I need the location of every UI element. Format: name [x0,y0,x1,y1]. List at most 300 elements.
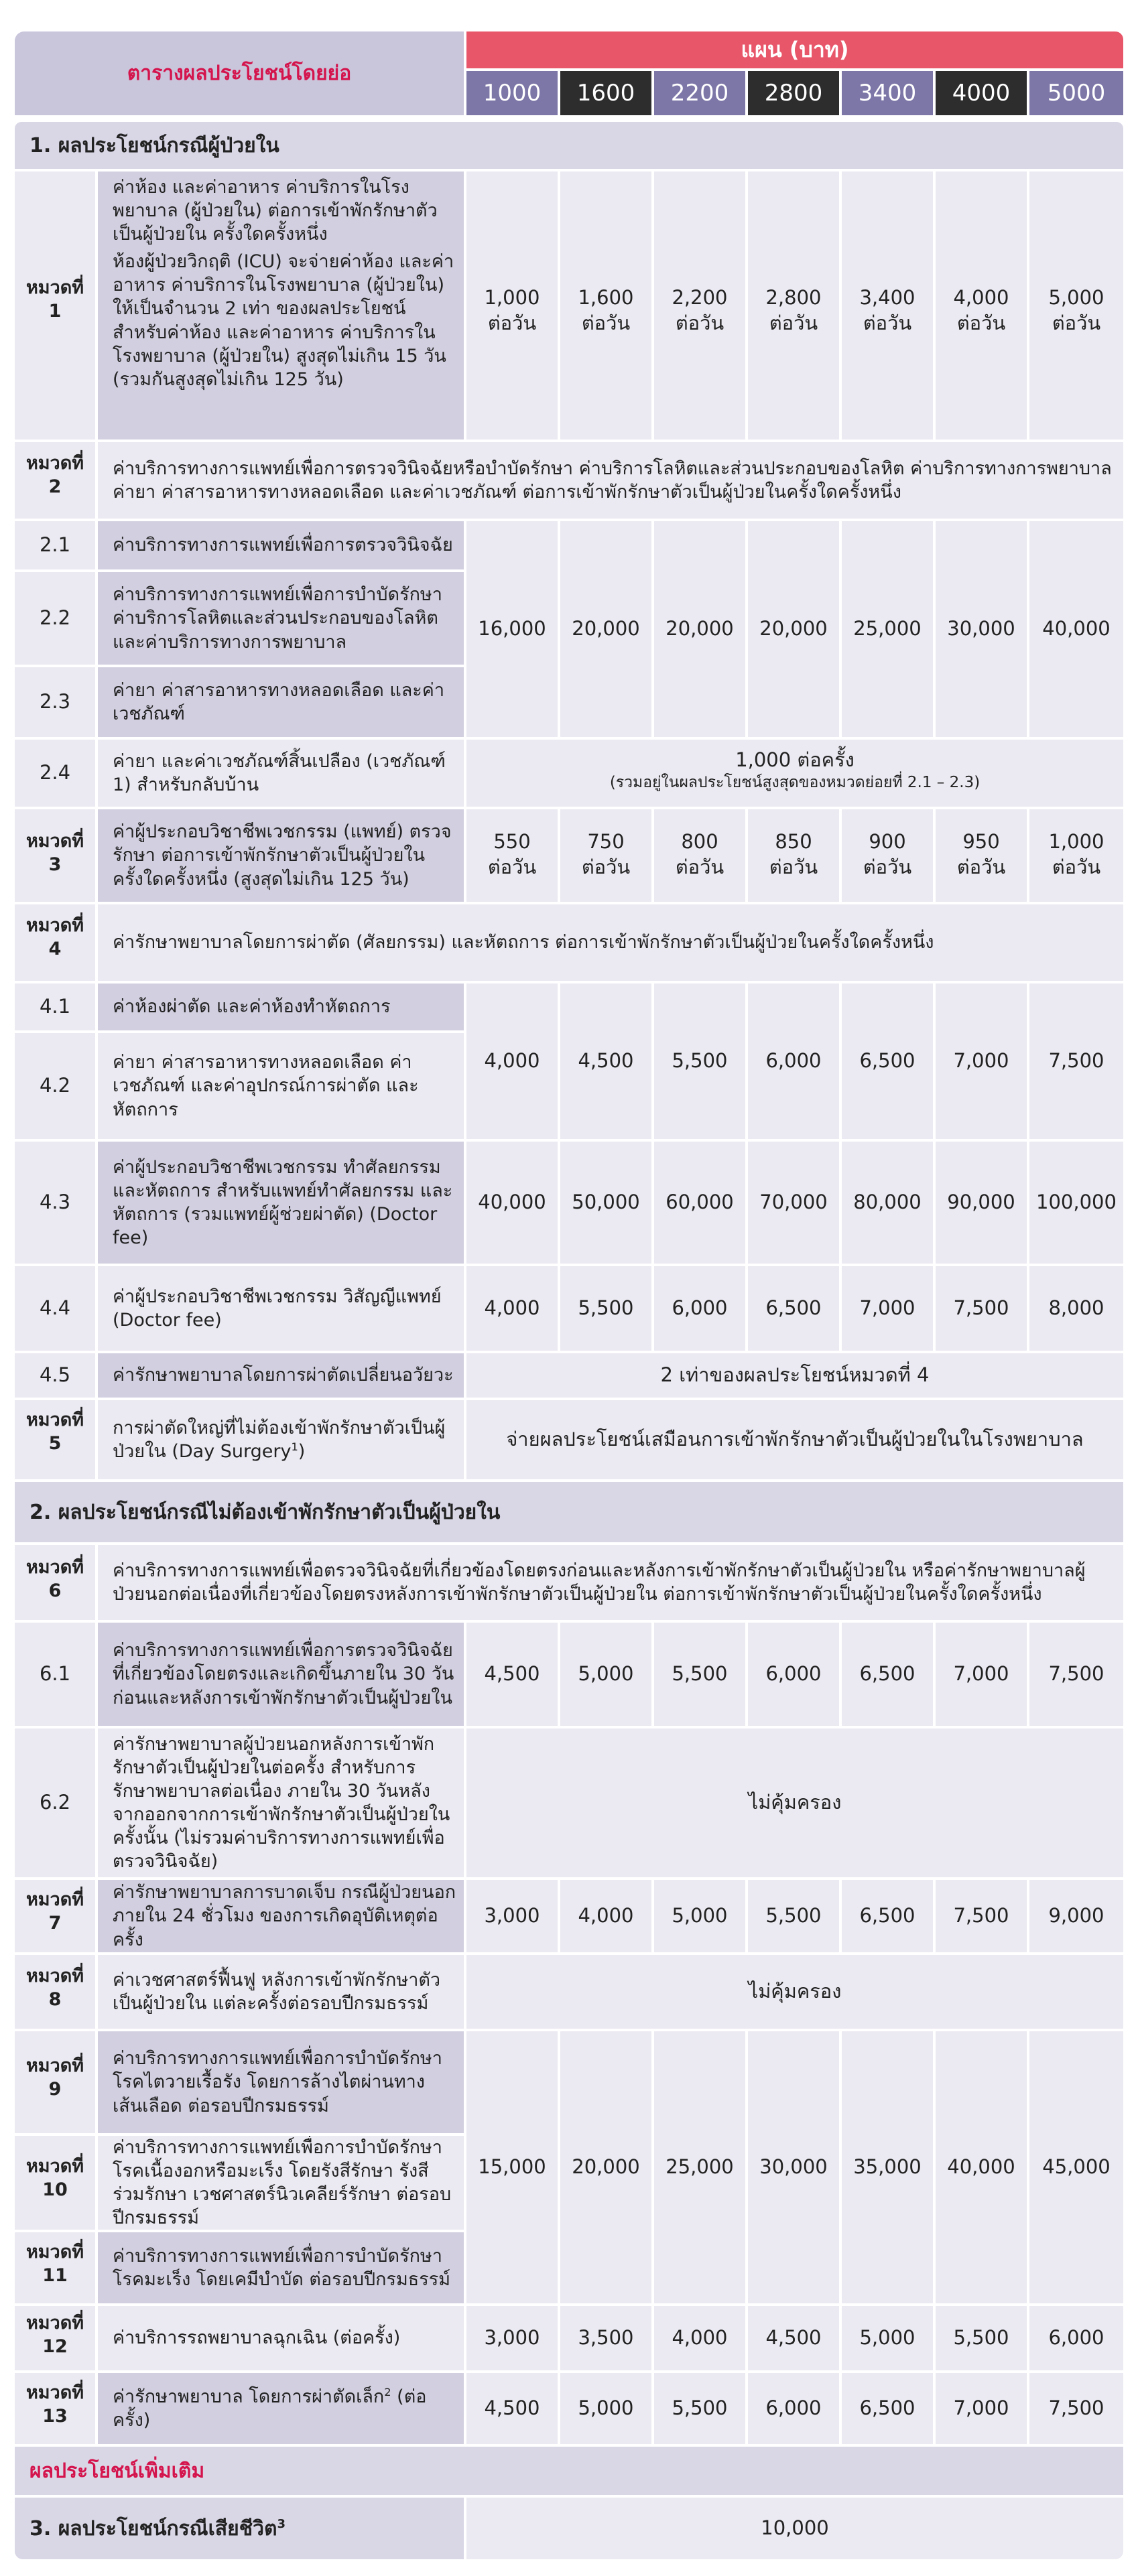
value-cell [748,1142,839,1264]
subcategory-code [15,1728,95,1877]
value-text: ไม่คุ้มครอง [748,1980,842,2003]
plan-header-5000 [1029,71,1123,115]
value-text: 7,000 [953,1049,1009,1073]
merged-value-cell [466,1728,1123,1877]
value-text: 10,000 [761,2516,829,2540]
value-text: 4,000 [953,286,1009,309]
value-cell [560,984,651,1139]
description-text [113,1416,457,1463]
value-text: 2 เท่าของผลประโยชน์หมวดที่ 4 [660,1363,930,1387]
description-text: ค่าบริการทางการแพทย์เพื่อการบำบัดรักษาโรคมะเร็ง โดยเคมีบำบัด ต่อรอบปีกรมธรรม์ [113,2245,451,2290]
plan-label [466,31,1123,68]
description-main: ค่ารักษาพยาบาล โดยการผ่าตัดเล็ก [113,2386,385,2407]
value-text: 3,400 [859,286,915,309]
value-text: 800 [681,830,718,853]
plan-label-text: แผน (บาท) [741,36,849,62]
description-text: ค่าบริการทางการแพทย์เพื่อการตรวจวินิจฉัยหรือบำบัดรักษา ค่าบริการโลหิตและส่วนประกอบของโลหิต ค่าบริการทางการพยาบาล ค่ายา ค่าสารอาหารทางหลอดเลือด และค่าเวชภัณฑ์ ต่อการเข้าพักรักษาตัวเป็นผู้ป่วยในครั้งใดครั้งหนึ่ง [113,458,1112,502]
value-cell [466,1623,558,1726]
value-cell [936,2373,1027,2444]
merged-value-cell [466,1353,1123,1398]
category-label: หมวดที่ [25,1966,84,1986]
value-text: 8,000 [1048,1296,1104,1320]
value-text: 550 [493,830,531,853]
category-code [15,809,95,902]
value-cell [842,1623,933,1726]
value-cell [654,984,745,1139]
section-3-header [15,2498,464,2559]
value-cell [560,809,651,902]
value-text: 5,000 [672,1904,728,1927]
plan-header-4000 [936,71,1027,115]
value-text: 6,000 [672,1296,728,1320]
subcategory-code-text: 2.4 [39,761,71,785]
category-number: 8 [48,1989,62,2011]
category-description [98,2136,464,2230]
category-description [98,2031,464,2133]
merged-value-cell [466,1400,1123,1479]
value-cell [1029,1142,1123,1264]
value-text: 35,000 [853,2155,922,2179]
subcategory-code [15,521,95,569]
value-cell [748,2373,839,2444]
category-number: 13 [42,2406,68,2427]
description-text: ค่าห้องผ่าตัด และค่าห้องทำหัตถการ [113,996,391,1018]
value-cell [1029,1623,1123,1726]
subcategory-code-text: 2.1 [39,533,71,557]
value-text: 6,000 [765,1049,822,1073]
value-cell [936,984,1027,1139]
subcategory-description [98,1142,464,1264]
unit-text: ต่อวัน [675,311,724,334]
description-text: ค่าบริการทางการแพทย์เพื่อการตรวจวินิจฉัย [113,535,453,556]
value-text: 5,500 [578,1296,634,1320]
subcategory-code-text: 2.2 [39,606,71,630]
value-cell [936,1880,1027,1952]
subcategory-code-text: 4.5 [39,1363,71,1387]
subcategory-description [98,1266,464,1351]
plan-header-text: 2200 [670,79,729,107]
value-cell [842,1142,933,1264]
value-text: 4,500 [578,1049,634,1073]
value-cell [936,521,1027,737]
value-text: 5,500 [672,1049,728,1073]
unit-text: ต่อวัน [956,311,1006,334]
value-cell [560,2306,651,2370]
value-text: 40,000 [947,2155,1015,2179]
subcategory-description [98,667,464,737]
description-text: ค่าห้อง และค่าอาหาร ค่าบริการในโรงพยาบาล (ผู้ป่วยใน) ต่อการเข้าพักรักษาตัวเป็นผู้ป่วยใน ครั้งใดครั้งหนึ่ง [113,177,438,245]
value-text: 4,500 [765,2326,822,2350]
value-text: 3,500 [578,2326,634,2350]
value-cell [654,2373,745,2444]
subcategory-code [15,1033,95,1139]
plan-header-text: 1000 [483,79,542,107]
value-text: 950 [962,830,1000,853]
value-cell [466,1266,558,1351]
category-description [98,2232,464,2303]
value-cell [654,2306,745,2370]
value-cell [560,2373,651,2444]
unit-text: ต่อวัน [581,311,631,334]
value-cell [1029,2373,1123,2444]
value-text: 7,000 [859,1296,915,1320]
description-text: ค่าบริการรถพยาบาลฉุกเฉิน (ต่อครั้ง) [113,2327,401,2349]
plan-header-1600 [560,71,651,115]
value-cell [842,2306,933,2370]
value-cell [936,1623,1027,1726]
description-text: ค่าผู้ประกอบวิชาชีพเวชกรรม (แพทย์) ตรวจรักษา ต่อการเข้าพักรักษาตัวเป็นผู้ป่วยใน ครั้งใดครั้งหนึ่ง (สูงสุดไม่เกิน 125 วัน) [113,821,452,890]
value-cell [654,172,745,439]
value-text: 5,000 [578,1662,634,1686]
plan-header-2200 [654,71,745,115]
value-text: 7,500 [953,1296,1009,1320]
value-cell [466,1142,558,1264]
subcategory-code [15,1353,95,1398]
value-text: 5,000 [578,2396,634,2420]
unit-text: ต่อวัน [863,311,912,334]
value-cell [748,1266,839,1351]
value-text: 40,000 [1042,617,1111,640]
value-cell [842,809,933,902]
description-text [113,2385,457,2432]
description-text: ค่ายา ค่าสารอาหารทางหลอดเลือด และค่าเวชภัณฑ์ [113,679,445,724]
value-text: 100,000 [1036,1191,1117,1214]
category-number: 7 [48,1913,62,1934]
death-benefit-value [466,2498,1123,2559]
category-code [15,1400,95,1479]
section-title: 1. ผลประโยชน์กรณีผู้ป่วยใน [29,133,279,157]
value-cell [842,172,933,439]
category-description [98,809,464,902]
value-text: 45,000 [1042,2155,1111,2179]
value-text: 5,500 [672,1662,728,1686]
value-cell [842,1266,933,1351]
table-title [15,31,464,115]
value-text: 40,000 [478,1191,546,1214]
category-description [98,2373,464,2444]
extra-benefits-header [15,2447,1123,2495]
value-text: 80,000 [853,1191,922,1214]
value-cell [748,521,839,737]
category-label: หมวดที่ [25,831,84,852]
description-text: ค่าบริการทางการแพทย์เพื่อการบำบัดรักษา ค่าบริการโลหิตและส่วนประกอบของโลหิต และค่าบริการทางการพยาบาล [113,584,442,653]
subcategory-description [98,740,464,807]
category-label: หมวดที่ [25,1410,84,1430]
value-cell [466,172,558,439]
value-cell [1029,984,1123,1139]
description-text: ค่ารักษาพยาบาลโดยการผ่าตัดเปลี่ยนอวัยวะ [113,1365,454,1386]
value-cell [748,809,839,902]
value-cell [654,2031,745,2303]
description-text: ค่าบริการทางการแพทย์เพื่อการตรวจวินิจฉัยที่เกี่ยวข้องโดยตรงและเกิดขึ้นภายใน 30 วันก่อนและหลังการเข้าพักรักษาตัวเป็นผู้ป่วยใน [113,1640,454,1708]
value-text: 4,000 [484,1296,540,1320]
value-text: 6,500 [859,1904,915,1927]
value-cell [748,1880,839,1952]
value-cell [936,809,1027,902]
category-number: 12 [42,2336,68,2358]
subcategory-description [98,572,464,665]
description-end: ) [298,1441,306,1462]
value-text: 900 [869,830,906,853]
category-label: หมวดที่ [25,277,84,298]
value-cell [842,1880,933,1952]
value-cell [936,2306,1027,2370]
description-text: ค่ายา ค่าสารอาหารทางหลอดเลือด ค่าเวชภัณฑ์ และค่าอุปกรณ์การผ่าตัด และหัตถการ [113,1052,419,1120]
category-description [98,2306,464,2370]
description-text: ค่าบริการทางการแพทย์เพื่อการบำบัดรักษาโรคเนื้องอกหรือมะเร็ง โดยรังสีรักษา รังสีร่วมรักษา เวชศาสตร์นิวเคลียร์รักษา ต่อรอบปีกรมธรรม์ [113,2137,452,2229]
subcategory-description [98,1623,464,1726]
value-text: 5,000 [859,2326,915,2350]
plan-header-text: 3400 [858,79,917,107]
subcategory-code-text: 6.1 [39,1662,71,1686]
value-text: 5,000 [1048,286,1104,309]
subcategory-code-text: 4.2 [39,1074,71,1097]
value-text: 7,500 [953,1904,1009,1927]
subcategory-description [98,984,464,1030]
value-text: 7,500 [1048,1049,1104,1073]
value-cell [466,2373,558,2444]
value-cell [560,1266,651,1351]
unit-text: ต่อวัน [863,855,912,878]
footnote-marker: 3 [277,2516,286,2531]
value-text: 25,000 [666,2155,734,2179]
value-text: 1,000 [1048,830,1104,853]
value-cell [748,2031,839,2303]
value-cell [842,521,933,737]
category-description [98,1400,464,1479]
value-text: 20,000 [572,617,640,640]
subcategory-code [15,572,95,665]
plan-header-text: 4000 [952,79,1011,107]
note-text: (รวมอยู่ในผลประโยชน์สูงสุดของหมวดย่อยที่ 2.1 – 2.3) [609,773,981,791]
category-code [15,2232,95,2303]
unit-text: ต่อวัน [675,855,724,878]
merged-value-cell [466,740,1123,807]
value-cell [654,521,745,737]
value-text: 4,000 [672,2326,728,2350]
value-text: 15,000 [478,2155,546,2179]
category-description [98,904,1123,981]
merged-value-cell [466,1955,1123,2029]
unit-text: ต่อวัน [487,311,537,334]
category-number: 9 [48,2079,62,2100]
unit-text: ต่อวัน [769,311,818,334]
value-text: 5,500 [765,1904,822,1927]
subcategory-description [98,1033,464,1139]
unit-text: ต่อวัน [769,855,818,878]
value-cell [560,1623,651,1726]
description-text: ค่ายา และค่าเวชภัณฑ์สิ้นเปลือง (เวชภัณฑ์ 1) สำหรับกลับบ้าน [113,750,446,795]
description-main: การผ่าตัดใหญ่ที่ไม่ต้องเข้าพักรักษาตัวเป็นผู้ป่วยใน (Day Surgery [113,1417,446,1462]
description-text: ค่าผู้ประกอบวิชาชีพเวชกรรม ทำศัลยกรรม และหัตถการ สำหรับแพทย์ทำศัลยกรรม และหัตถการ (รวมแพทย์ผู้ช่วยผ่าตัด) (Doctor fee) [113,1156,453,1249]
value-cell [654,1266,745,1351]
value-cell [842,2373,933,2444]
description-end: (ต่อครั้ง) [113,2386,427,2431]
section-title: 2. ผลประโยชน์กรณีไม่ต้องเข้าพักรักษาตัวเป็นผู้ป่วยใน [29,1500,501,1524]
description-text: ค่าบริการทางการแพทย์เพื่อตรวจวินิจฉัยที่เกี่ยวข้องโดยตรงก่อนและหลังการเข้าพักรักษาตัวเป็นผู้ป่วยใน หรือค่ารักษาพยาบาลผู้ป่วยนอกต่อเนื่องที่เกี่ยวข้องโดยตรงหลังการเข้าพักรักษาตัวเป็นผู้ป่วยใน ต่อการเข้าพักรักษาตัวเป็นผู้ป่วยในครั้งใดครั้งหนึ่ง [113,1560,1086,1605]
value-text: 5,500 [953,2326,1009,2350]
category-number: 10 [42,2179,68,2201]
value-text: 20,000 [666,617,734,640]
unit-text: ต่อวัน [956,855,1006,878]
category-label: หมวดที่ [25,2055,84,2076]
description-text: ห้องผู้ป่วยวิกฤติ (ICU) จะจ่ายค่าห้อง และค่าอาหาร ค่าบริการในโรงพยาบาล (ผู้ป่วยใน) ให้เป็นจำนวน 2 เท่า ของผลประโยชน์สำหรับค่าห้อง และค่าอาหาร ค่าบริการในโรงพยาบาล (ผู้ป่วยใน) สูงสุดไม่เกิน 15 วัน (รวมกันสูงสุดไม่เกิน 125 วัน) [113,251,454,390]
value-cell [748,172,839,439]
plan-header-1000 [466,71,558,115]
description-text: ค่าบริการทางการแพทย์เพื่อการบำบัดรักษาโรคไตวายเรื้อรัง โดยการล้างไตผ่านทางเส้นเลือด ต่อรอบปีกรมธรรม์ [113,2048,442,2116]
value-text: 6,000 [1048,2326,1104,2350]
value-text: 750 [587,830,625,853]
value-text: 6,500 [859,2396,915,2420]
subcategory-code-text: 4.1 [39,995,71,1018]
plan-header-text: 2800 [764,79,823,107]
value-text: 7,500 [1048,2396,1104,2420]
category-description [98,442,1123,519]
table-title-text: ตารางผลประโยชน์โดยย่อ [127,62,352,85]
value-cell [936,2031,1027,2303]
subcategory-description [98,1728,464,1877]
value-cell [936,1266,1027,1351]
category-code [15,1880,95,1952]
category-label: หมวดที่ [25,2382,84,2403]
unit-text: ต่อวัน [1052,855,1101,878]
description-text: ค่ารักษาพยาบาลการบาดเจ็บ กรณีผู้ป่วยนอกภายใน 24 ชั่วโมง ของการเกิดอุบัติเหตุต่อครั้ง [113,1882,456,1950]
value-cell [466,809,558,902]
category-code [15,2031,95,2133]
value-text: 6,500 [859,1049,915,1073]
value-text: 4,500 [484,2396,540,2420]
subcategory-code-text: 2.3 [39,690,71,714]
category-number: 3 [48,854,62,876]
value-cell [466,2031,558,2303]
category-number: 5 [48,1433,62,1454]
value-cell [560,2031,651,2303]
category-code [15,2306,95,2370]
category-number: 4 [48,939,62,960]
value-cell [1029,809,1123,902]
value-cell [842,2031,933,2303]
value-text: 6,000 [765,2396,822,2420]
plan-header-text: 1600 [576,79,635,107]
value-text: 30,000 [947,617,1015,640]
value-text: 9,000 [1048,1904,1104,1927]
subcategory-code [15,1142,95,1264]
description-text: ค่าผู้ประกอบวิชาชีพเวชกรรม วิสัญญีแพทย์ (Doctor fee) [113,1286,442,1331]
value-text: 7,000 [953,1662,1009,1686]
value-cell [560,172,651,439]
value-cell [1029,1880,1123,1952]
value-cell [654,1623,745,1726]
value-text: 6,500 [859,1662,915,1686]
value-text: 20,000 [572,2155,640,2179]
subcategory-code [15,984,95,1030]
category-label: หมวดที่ [25,453,84,474]
value-text: 3,000 [484,1904,540,1927]
value-text: 6,500 [765,1296,822,1320]
value-cell [936,172,1027,439]
description-text: ค่าเวชศาสตร์ฟื้นฟู หลังการเข้าพักรักษาตัวเป็นผู้ป่วยใน แต่ละครั้งต่อรอบปีกรมธรรม์ [113,1969,441,2014]
value-text: 1,600 [578,286,634,309]
value-text: 2,200 [672,286,728,309]
subcategory-code-text: 4.4 [39,1296,71,1320]
unit-text: ต่อวัน [487,855,537,878]
category-code [15,2373,95,2444]
value-text: 90,000 [947,1191,1015,1214]
value-cell [654,809,745,902]
value-text: 850 [775,830,812,853]
value-cell [748,2306,839,2370]
value-text: 16,000 [478,617,546,640]
subcategory-code [15,1266,95,1351]
value-cell [748,1623,839,1726]
value-cell [748,984,839,1139]
category-label: หมวดที่ [25,2242,84,2262]
description-text: ค่ารักษาพยาบาลผู้ป่วยนอกหลังการเข้าพักรักษาตัวเป็นผู้ป่วยในต่อครั้ง สำหรับการรักษาพยาบาลต่อเนื่อง ภายใน 30 วันหลังจากออกจากการเข้าพักรักษาตัวเป็นผู้ป่วยในครั้งนั้น (ไม่รวมค่าบริการทางการแพทย์เพื่อตรวจวินิจฉัย) [113,1733,450,1873]
category-number: 11 [42,2265,68,2287]
value-text: 5,500 [672,2396,728,2420]
category-code [15,1545,95,1620]
value-text: 70,000 [759,1191,828,1214]
category-label: หมวดที่ [25,2156,84,2177]
value-text: 25,000 [853,617,922,640]
category-description [98,1880,464,1952]
footnote-marker: 2 [384,2385,391,2398]
value-text: 60,000 [666,1191,734,1214]
category-code [15,1955,95,2029]
value-cell [466,984,558,1139]
value-cell [560,1142,651,1264]
value-cell [466,2306,558,2370]
value-text: 1,000 [484,286,540,309]
unit-text: ต่อวัน [581,855,631,878]
value-cell [1029,2031,1123,2303]
description-text: ค่ารักษาพยาบาลโดยการผ่าตัด (ศัลยกรรม) และหัตถการ ต่อการเข้าพักรักษาตัวเป็นผู้ป่วยในครั้งใดครั้งหนึ่ง [113,932,934,953]
section-1-header [15,122,1123,169]
category-number: 6 [48,1580,62,1602]
value-cell [1029,521,1123,737]
value-cell [1029,1266,1123,1351]
value-text: 20,000 [759,617,828,640]
section-title: ผลประโยชน์เพิ่มเติม [29,2459,205,2483]
category-code [15,442,95,519]
value-cell [654,1142,745,1264]
category-label: หมวดที่ [25,2313,84,2333]
value-text: 30,000 [759,2155,828,2179]
category-code [15,172,95,439]
category-label: หมวดที่ [25,1557,84,1578]
value-text: ไม่คุ้มครอง [748,1791,842,1814]
value-cell [466,1880,558,1952]
category-code [15,2136,95,2230]
category-description [98,172,464,439]
section-2-header [15,1482,1123,1542]
value-text: 1,000 ต่อครั้ง [735,748,855,771]
subcategory-code-text: 4.3 [39,1191,71,1214]
value-cell [560,521,651,737]
value-cell [560,1880,651,1952]
subcategory-code [15,740,95,807]
value-cell [842,984,933,1139]
value-text: 3,000 [484,2326,540,2350]
subcategory-code-text: 6.2 [39,1791,71,1814]
category-number: 2 [48,476,62,498]
unit-text: ต่อวัน [1052,311,1101,334]
value-text: 4,000 [484,1049,540,1073]
value-text: 4,500 [484,1662,540,1686]
value-text: 50,000 [572,1191,640,1214]
value-text: 7,000 [953,2396,1009,2420]
value-cell [654,1880,745,1952]
